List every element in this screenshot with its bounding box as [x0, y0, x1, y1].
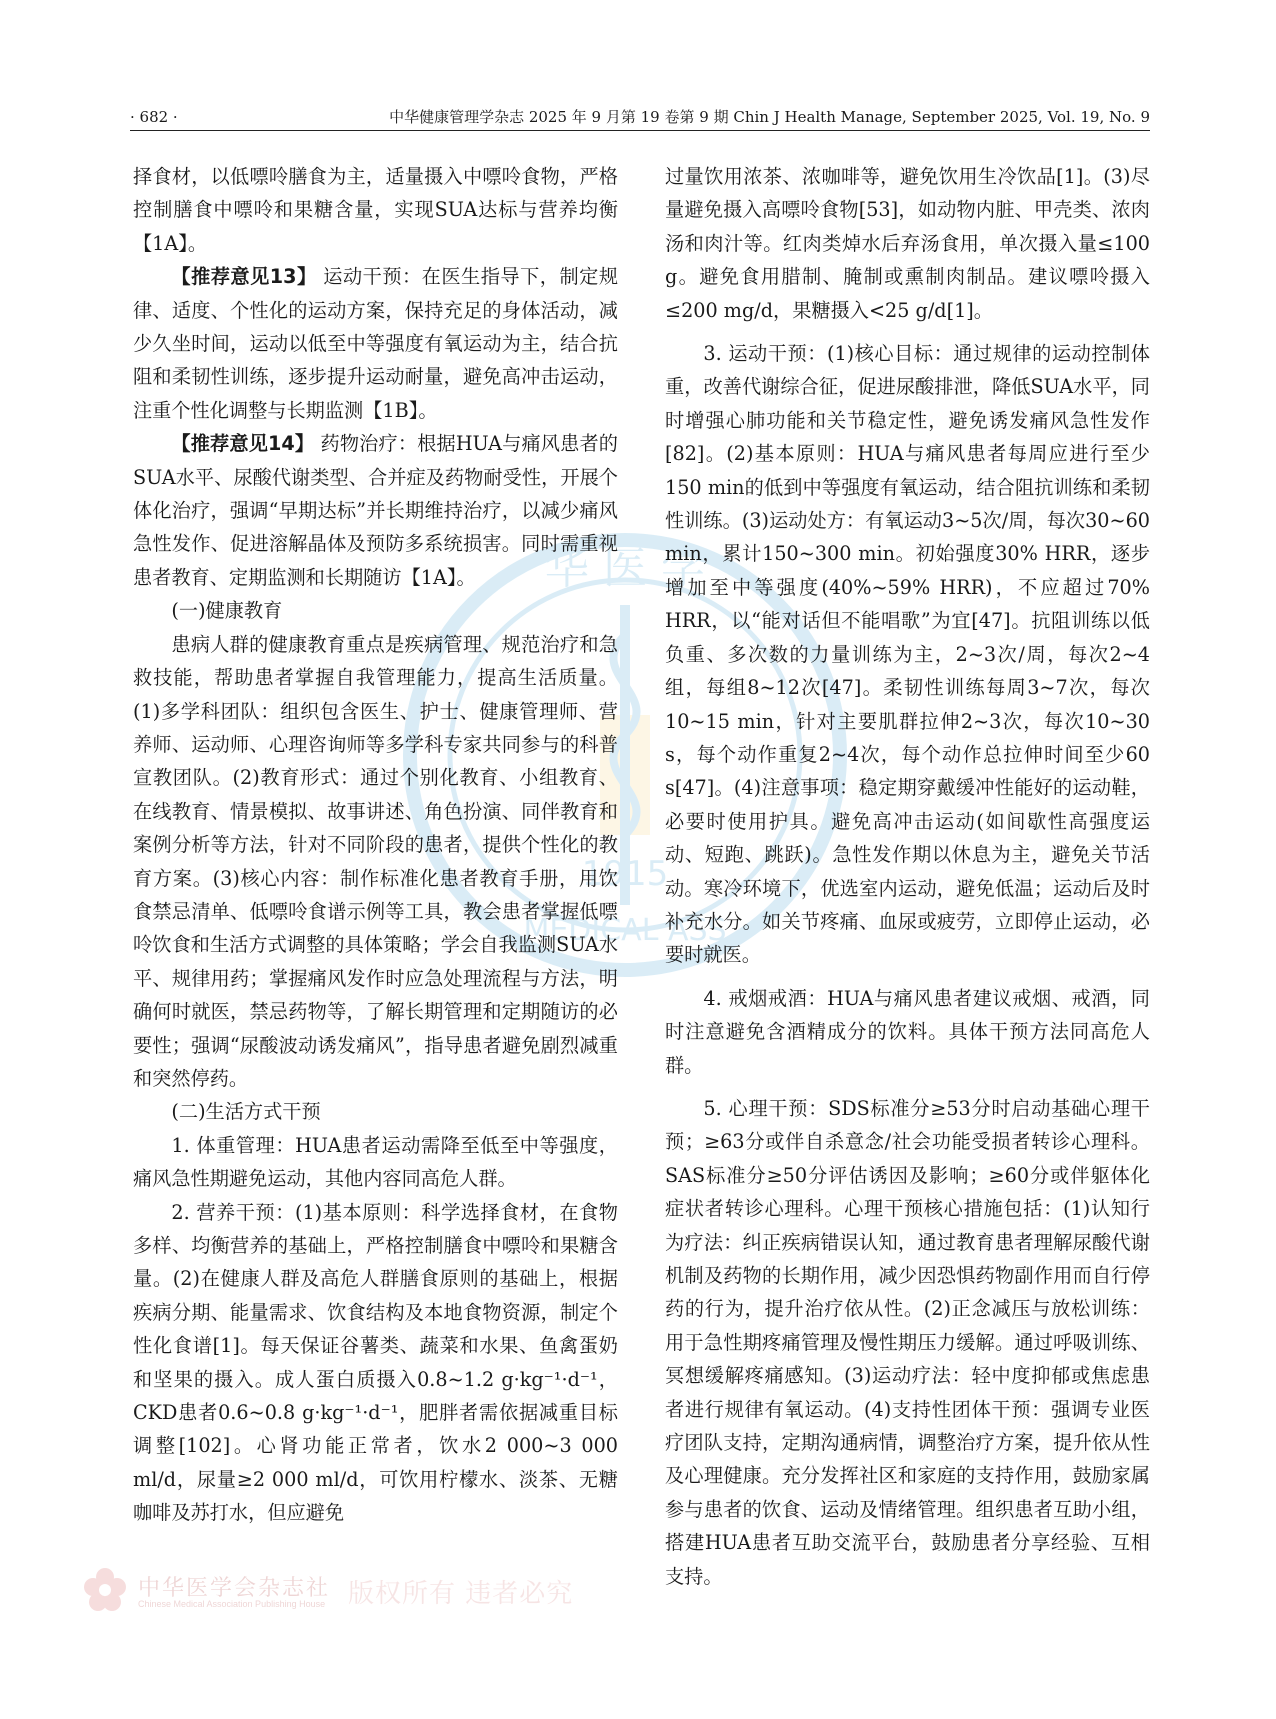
publisher-flower-icon	[80, 1565, 130, 1615]
recommendation-13	[133, 260, 618, 427]
recommendation-13-label: 【推荐意见13】	[171, 265, 317, 289]
paragraph-weight-management: 1. 体重管理：HUA患者运动需降至低至中等强度，痛风急性期避免运动，其他内容同高危人群。	[133, 1133, 618, 1191]
running-header	[130, 104, 1150, 131]
watermark-top-text: 华 医 学	[545, 543, 705, 594]
paragraph-nutrition-continued: 过量饮用浓茶、浓咖啡等，避免饮用生冷饮品[1]。(3)尽量避免摄入高嘌呤食物[53]，如动物内脏、甲壳类、浓肉汤和肉汁等。红肉类焯水后弃汤食用，单次摄入量≤100 g。避免食用腊制、腌制或熏制肉制品。建议嘌呤摄入≤200 mg/d，果糖摄入<25 g/d[1]。	[665, 165, 1150, 322]
watermark-en-text: MEDICAL ASS	[523, 913, 727, 948]
publisher-name-cn: 中华医学会杂志社	[138, 1576, 331, 1601]
paragraph-smoking-drinking: 4. 戒烟戒酒：HUA与痛风患者建议戒烟、戒酒，同时注意避免含酒精成分的饮料。具体干预方法同高危人群。	[665, 986, 1150, 1077]
recommendation-14	[133, 427, 618, 594]
section-heading-health-education: (一)健康教育	[171, 599, 283, 623]
recommendation-13-text: 运动干预：在医生指导下，制定规律、适度、个性化的运动方案，保持充足的身体活动，减少久坐时间，运动以低至中等强度有氧运动为主，结合抗阻和柔韧性训练，逐步提升运动耐量，避免高冲击运动，注重个性化调整与长期监测【1B】。	[133, 265, 618, 422]
page-number: · 682 ·	[130, 108, 178, 126]
publisher-name-en: Chinese Medical Association Publishing House	[138, 1599, 326, 1609]
section-heading-lifestyle: (二)生活方式干预	[171, 1100, 321, 1124]
copyright-notice: 版权所有 违者必究	[348, 1579, 574, 1609]
paragraph-exercise: 3. 运动干预：(1)核心目标：通过规律的运动控制体重，改善代谢综合征，促进尿酸排泄，降低SUA水平，同时增强心肺功能和关节稳定性，避免诱发痛风急性发作[82]。(2)基本原则：HUA与痛风患者每周应进行至少150 min的低到中等强度有氧运动，结合阻抗训练和柔韧性训练。(3)运动处方：有氧运动3~5次/周，每次30~60 min，累计150~300 min。初始强度30% HRR，逐步增加至中等强度(40%~59% HRR)，不应超过70% HRR，以“能对话但不能唱歌”为宜[47]。抗阻训练以低负重、多次数的力量训练为主，2~3次/周，每次2~4组，每组8~12次[47]。柔韧性训练每周3~7次，每次10~15 min，针对主要肌群拉伸2~3次，每次10~30 s，每个动作重复2~4次，每个动作总拉伸时间至少60 s[47]。(4)注意事项：稳定期穿戴缓冲性能好的运动鞋，必要时使用护具。避免高冲击运动(如间歇性高强度运动、短跑、跳跃)。急性发作期以休息为主，避免关节活动。寒冷环境下，优选室内运动，避免低温；运动后及时补充水分。如关节疼痛、血尿或疲劳，立即停止运动，必要时就医。	[665, 342, 1150, 967]
left-column	[133, 160, 618, 1600]
recommendation-14-label: 【推荐意见14】	[171, 432, 315, 456]
journal-citation: 中华健康管理学杂志 2025 年 9 月第 19 卷第 9 期 Chin J Health Manage, September 2025, Vol. 19, No. 9	[389, 108, 1150, 126]
paragraph-nutrition: 2. 营养干预：(1)基本原则：科学选择食材，在食物多样、均衡营养的基础上，严格控制膳食中嘌呤和果糖含量。(2)在健康人群及高危人群膳食原则的基础上，根据疾病分期、能量需求、饮食结构及本地食物资源，制定个性化食谱[1]。每天保证谷薯类、蔬菜和水果、鱼禽蛋奶和坚果的摄入。成人蛋白质摄入0.8~1.2 g·kg⁻¹·d⁻¹，CKD患者0.6~0.8 g·kg⁻¹·d⁻¹，肥胖者需依据减重目标调整[102]。心肾功能正常者，饮水2 000~3 000 ml/d，尿量≥2 000 ml/d，可饮用柠檬水、淡茶、无糖咖啡及苏打水，但应避免	[133, 1200, 618, 1525]
paragraph-psychological: 5. 心理干预：SDS标准分≥53分时启动基础心理干预；≥63分或伴自杀意念/社会功能受损者转诊心理科。SAS标准分≥50分评估诱因及影响；≥60分或伴躯体化症状者转诊心理科。心理干预核心措施包括：(1)认知行为疗法：纠正疾病错误认知，通过教育患者理解尿酸代谢机制及药物的长期作用，减少因恐惧药物副作用而自行停药的行为，提升治疗依从性。(2)正念减压与放松训练：用于急性期疼痛管理及慢性期压力缓解。通过呼吸训练、冥想缓解疼痛感知。(3)运动疗法：轻中度抑郁或焦虑患者进行规律有氧运动。(4)支持性团体干预：强调专业医疗团队支持，定期沟通病情，调整治疗方案，提升依从性及心理健康。充分发挥社区和家庭的支持作用，鼓励家属参与患者的饮食、运动及情绪管理。组织患者互助小组，搭建HUA患者互助交流平台，鼓励患者分享经验、互相支持。	[665, 1096, 1150, 1588]
paragraph-diet-end: 择食材，以低嘌呤膳食为主，适量摄入中嘌呤食物，严格控制膳食中嘌呤和果糖含量，实现SUA达标与营养均衡【1A】。	[133, 165, 618, 255]
paragraph-health-education: 患病人群的健康教育重点是疾病管理、规范治疗和急救技能，帮助患者掌握自我管理能力，提高生活质量。(1)多学科团队：组织包含医生、护士、健康管理师、营养师、运动师、心理咨询师等多学科专家共同参与的科普宣教团队。(2)教育形式：通过个别化教育、小组教育、在线教育、情景模拟、故事讲述、角色扮演、同伴教育和案例分析等方法，针对不同阶段的患者，提供个性化的教育方案。(3)核心内容：制作标准化患者教育手册，用饮食禁忌清单、低嘌呤食谱示例等工具，教会患者掌握低嘌呤饮食和生活方式调整的具体策略；学会自我监测SUA水平、规律用药；掌握痛风发作时应急处理流程与方法，明确何时就医，禁忌药物等，了解长期管理和定期随访的必要性；强调“尿酸波动诱发痛风”，指导患者避免剧烈减重和突然停药。	[133, 632, 618, 1090]
recommendation-14-text: 药物治疗：根据HUA与痛风患者的SUA水平、尿酸代谢类型、合并症及药物耐受性，开展个体化治疗，强调“早期达标”并长期维持治疗，以减少痛风急性发作、促进溶解晶体及预防多系统损害。同时需重视患者教育、定期监测和长期随访【1A】。	[133, 432, 618, 589]
watermark-year: 1915	[581, 854, 669, 894]
publisher-footer	[80, 1565, 600, 1625]
right-column	[665, 160, 1150, 1600]
